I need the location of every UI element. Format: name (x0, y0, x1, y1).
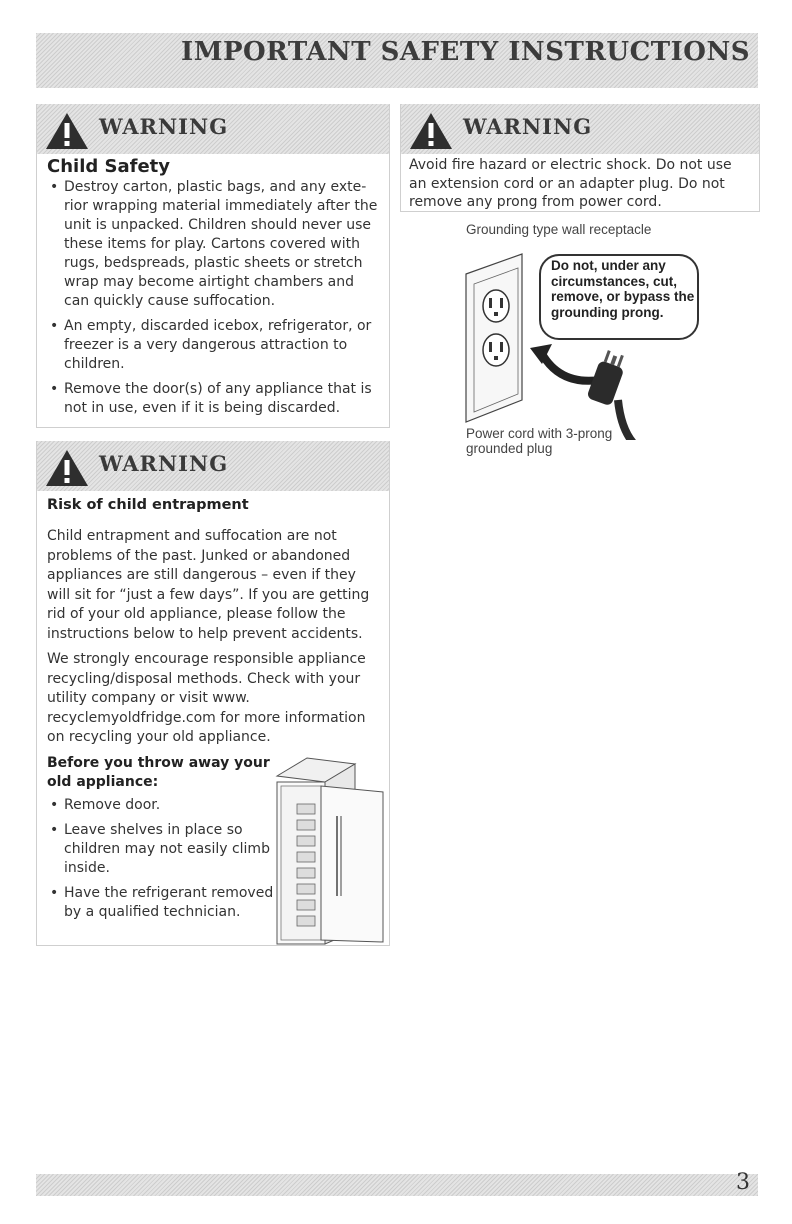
warning-header (401, 104, 759, 154)
list-item: • Have the refrigerant removed by a qualified technician. (47, 884, 285, 922)
grounding-illustration (460, 222, 710, 462)
callout-text: Do not, under any circumstances, cut, remove, or bypass the grounding prong. (551, 258, 695, 320)
warning-triangle-icon (409, 112, 453, 150)
disposal-steps-list (47, 796, 285, 922)
electrical-warning-text: Avoid fire hazard or electric shock. Do not use an extension cord or an adapter plug. Do not remove any prong from power cord. (409, 157, 732, 210)
callout-box (539, 254, 699, 340)
warning-label: WARNING (99, 451, 229, 476)
list-item: • Destroy carton, plastic bags, and any exte-rior wrapping material immediately after the unit is unpacked. Children should never use these items for play. Cartons covered with rugs, bedspreads, plastic sheets or stretch wrap may become airtight chambers and can quickly cause suffocation. (47, 178, 379, 311)
warning-triangle-icon (45, 112, 89, 150)
recycling-paragraph: We strongly encourage responsible appliance recycling/disposal methods. Check with your utility company or visit www. recyclemyoldfridge.com for more information on recycling your old appliance. (47, 651, 366, 745)
list-item: • Remove door. (47, 796, 285, 815)
child-safety-title: Child Safety (47, 156, 171, 177)
warning-header (37, 104, 389, 154)
footer-bar (36, 1170, 758, 1196)
warning-label: WARNING (463, 114, 593, 139)
page-title: IMPORTANT SAFETY INSTRUCTIONS (181, 37, 750, 67)
warning-label: WARNING (99, 114, 229, 139)
list-item: • An empty, discarded icebox, refrigerator, or freezer is a very dangerous attraction to children. (47, 317, 379, 374)
entrapment-paragraph: Child entrapment and suffocation are not problems of the past. Junked or abandoned appliances are still dangerous – even if they will sit for “just a few days”. If you are getting rid of your old appliance, please follow the instructions below to help prevent accidents. (47, 528, 370, 642)
header-banner (36, 33, 758, 88)
entrapment-panel (36, 441, 390, 946)
freezer-illustration (257, 756, 387, 946)
child-safety-panel (36, 104, 390, 428)
warning-triangle-icon (45, 449, 89, 487)
list-item: • Leave shelves in place so children may not easily climb inside. (47, 821, 285, 878)
list-item: • Remove the door(s) of any appliance that is not in use, even if it is being discarded. (47, 380, 379, 418)
electrical-warning-panel (400, 104, 760, 212)
before-disposal-heading: Before you throw away your old appliance: (47, 754, 270, 790)
receptacle-caption: Grounding type wall receptacle (466, 222, 652, 237)
cord-caption: Power cord with 3-prong grounded plug (466, 426, 613, 456)
page-number: 3 (736, 1170, 750, 1195)
entrapment-heading: Risk of child entrapment (47, 497, 249, 513)
warning-header (37, 441, 389, 491)
child-safety-list (47, 178, 379, 418)
